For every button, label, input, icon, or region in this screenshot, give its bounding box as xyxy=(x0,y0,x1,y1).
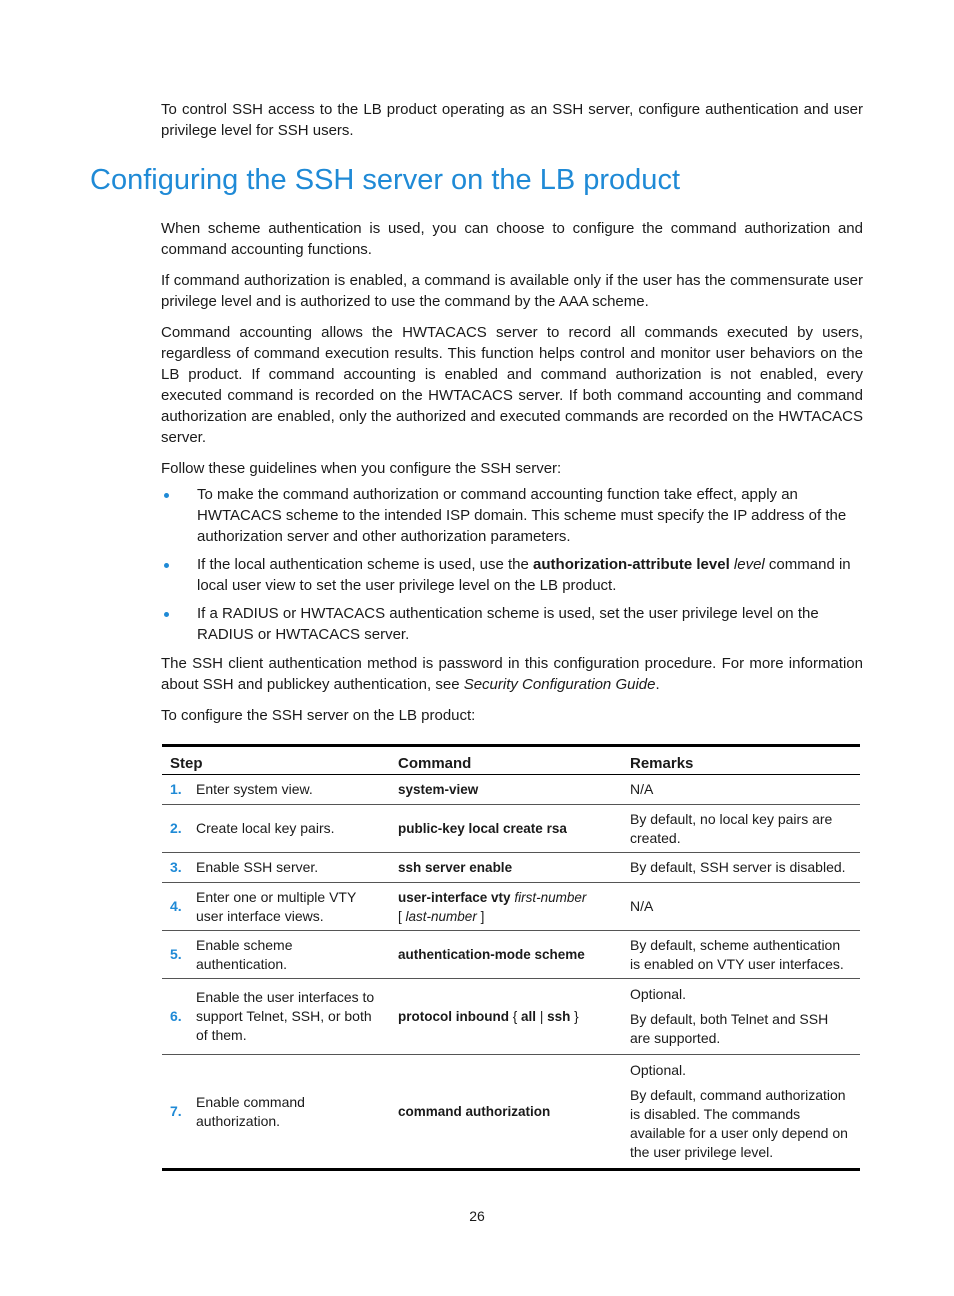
command-cell: system-view xyxy=(390,775,622,805)
command-cell: public-key local create rsa xyxy=(390,805,622,853)
command-cell: command authorization xyxy=(390,1055,622,1170)
config-steps-table xyxy=(162,744,860,1171)
list-item: To make the command authorization or command accounting function take effect, apply an HWTACACS scheme to the intended ISP domain. This scheme must specify the IP address of the authorization server and other authorization parameters. xyxy=(161,484,863,547)
remarks-cell: N/A xyxy=(622,775,860,805)
guidelines-list xyxy=(161,484,863,645)
guide-reference: Security Configuration Guide xyxy=(463,676,656,693)
table-row xyxy=(162,775,860,805)
paragraph-scheme-auth: When scheme authentication is used, you can choose to configure the command authorization and command accounting functions. xyxy=(161,220,863,258)
remarks-cell: Optional. By default, command authorization is disabled. The commands available for a user only depend on the user privilege level. xyxy=(622,1055,860,1170)
step-description: Enable command authorization. xyxy=(188,1055,390,1170)
remarks-cell: By default, SSH server is disabled. xyxy=(622,853,860,883)
intro-paragraph: To control SSH access to the LB product operating as an SSH server, configure authentication and user privilege level for SSH users. xyxy=(161,101,863,139)
step-description: Create local key pairs. xyxy=(188,805,390,853)
bullet-icon xyxy=(164,612,169,617)
list-item: If a RADIUS or HWTACACS authentication scheme is used, set the user privilege level on the RADIUS or HWTACACS server. xyxy=(161,603,863,645)
step-description: Enter one or multiple VTY user interface views. xyxy=(188,883,390,931)
remarks-cell: Optional. By default, both Telnet and SSH are supported. xyxy=(622,979,860,1055)
header-remarks: Remarks xyxy=(622,746,860,775)
command-cell: protocol inbound { all | ssh } xyxy=(390,979,622,1055)
page-number: 26 xyxy=(469,1208,485,1224)
table-row xyxy=(162,979,860,1055)
section-heading: Configuring the SSH server on the LB product xyxy=(90,164,680,196)
paragraph-auth-method: The SSH client authentication method is password in this configuration procedure. For more information about SSH and publickey authentication, see Security Configuration Guide. xyxy=(161,655,863,693)
step-number: 6. xyxy=(162,979,188,1055)
header-step: Step xyxy=(162,746,390,775)
command-cell: ssh server enable xyxy=(390,853,622,883)
list-item: If the local authentication scheme is used, use the authorization-attribute level level command in local user view to set the user privilege level on the LB product. xyxy=(161,554,863,596)
command-cell: authentication-mode scheme xyxy=(390,931,622,979)
table-row xyxy=(162,853,860,883)
section-body xyxy=(161,218,863,736)
step-number: 2. xyxy=(162,805,188,853)
command-cell: user-interface vty first-number [ last-number ] xyxy=(390,883,622,931)
step-number: 5. xyxy=(162,931,188,979)
paragraph-command-authorization: If command authorization is enabled, a command is available only if the user has the commensurate user privilege level and is authorized to use the command by the AAA scheme. xyxy=(161,272,863,310)
header-command: Command xyxy=(390,746,622,775)
step-description: Enter system view. xyxy=(188,775,390,805)
step-description: Enable scheme authentication. xyxy=(188,931,390,979)
remarks-cell: By default, scheme authentication is enabled on VTY user interfaces. xyxy=(622,931,860,979)
paragraph-procedure-lead: To configure the SSH server on the LB product: xyxy=(161,707,476,724)
remarks-cell: N/A xyxy=(622,883,860,931)
paragraph-command-accounting: Command accounting allows the HWTACACS server to record all commands executed by users, regardless of command execution results. This function helps control and monitor user behaviors on the LB product. If command accounting is enabled and command authorization is not enabled, every executed command is recorded on the HWTACACS server. If both command accounting and command authorization are enabled, only the authorized and executed commands are recorded on the HWTACACS server. xyxy=(161,324,863,446)
step-description: Enable the user interfaces to support Telnet, SSH, or both of them. xyxy=(188,979,390,1055)
step-number: 4. xyxy=(162,883,188,931)
table-row xyxy=(162,931,860,979)
table-header-row xyxy=(162,746,860,775)
table-row xyxy=(162,1055,860,1170)
table-row xyxy=(162,805,860,853)
remarks-cell: By default, no local key pairs are created. xyxy=(622,805,860,853)
step-description: Enable SSH server. xyxy=(188,853,390,883)
step-number: 7. xyxy=(162,1055,188,1170)
table-row xyxy=(162,883,860,931)
bullet-icon xyxy=(164,563,169,568)
paragraph-guidelines-lead: Follow these guidelines when you configure the SSH server: xyxy=(161,460,562,477)
bullet-icon xyxy=(164,493,169,498)
step-number: 1. xyxy=(162,775,188,805)
step-number: 3. xyxy=(162,853,188,883)
